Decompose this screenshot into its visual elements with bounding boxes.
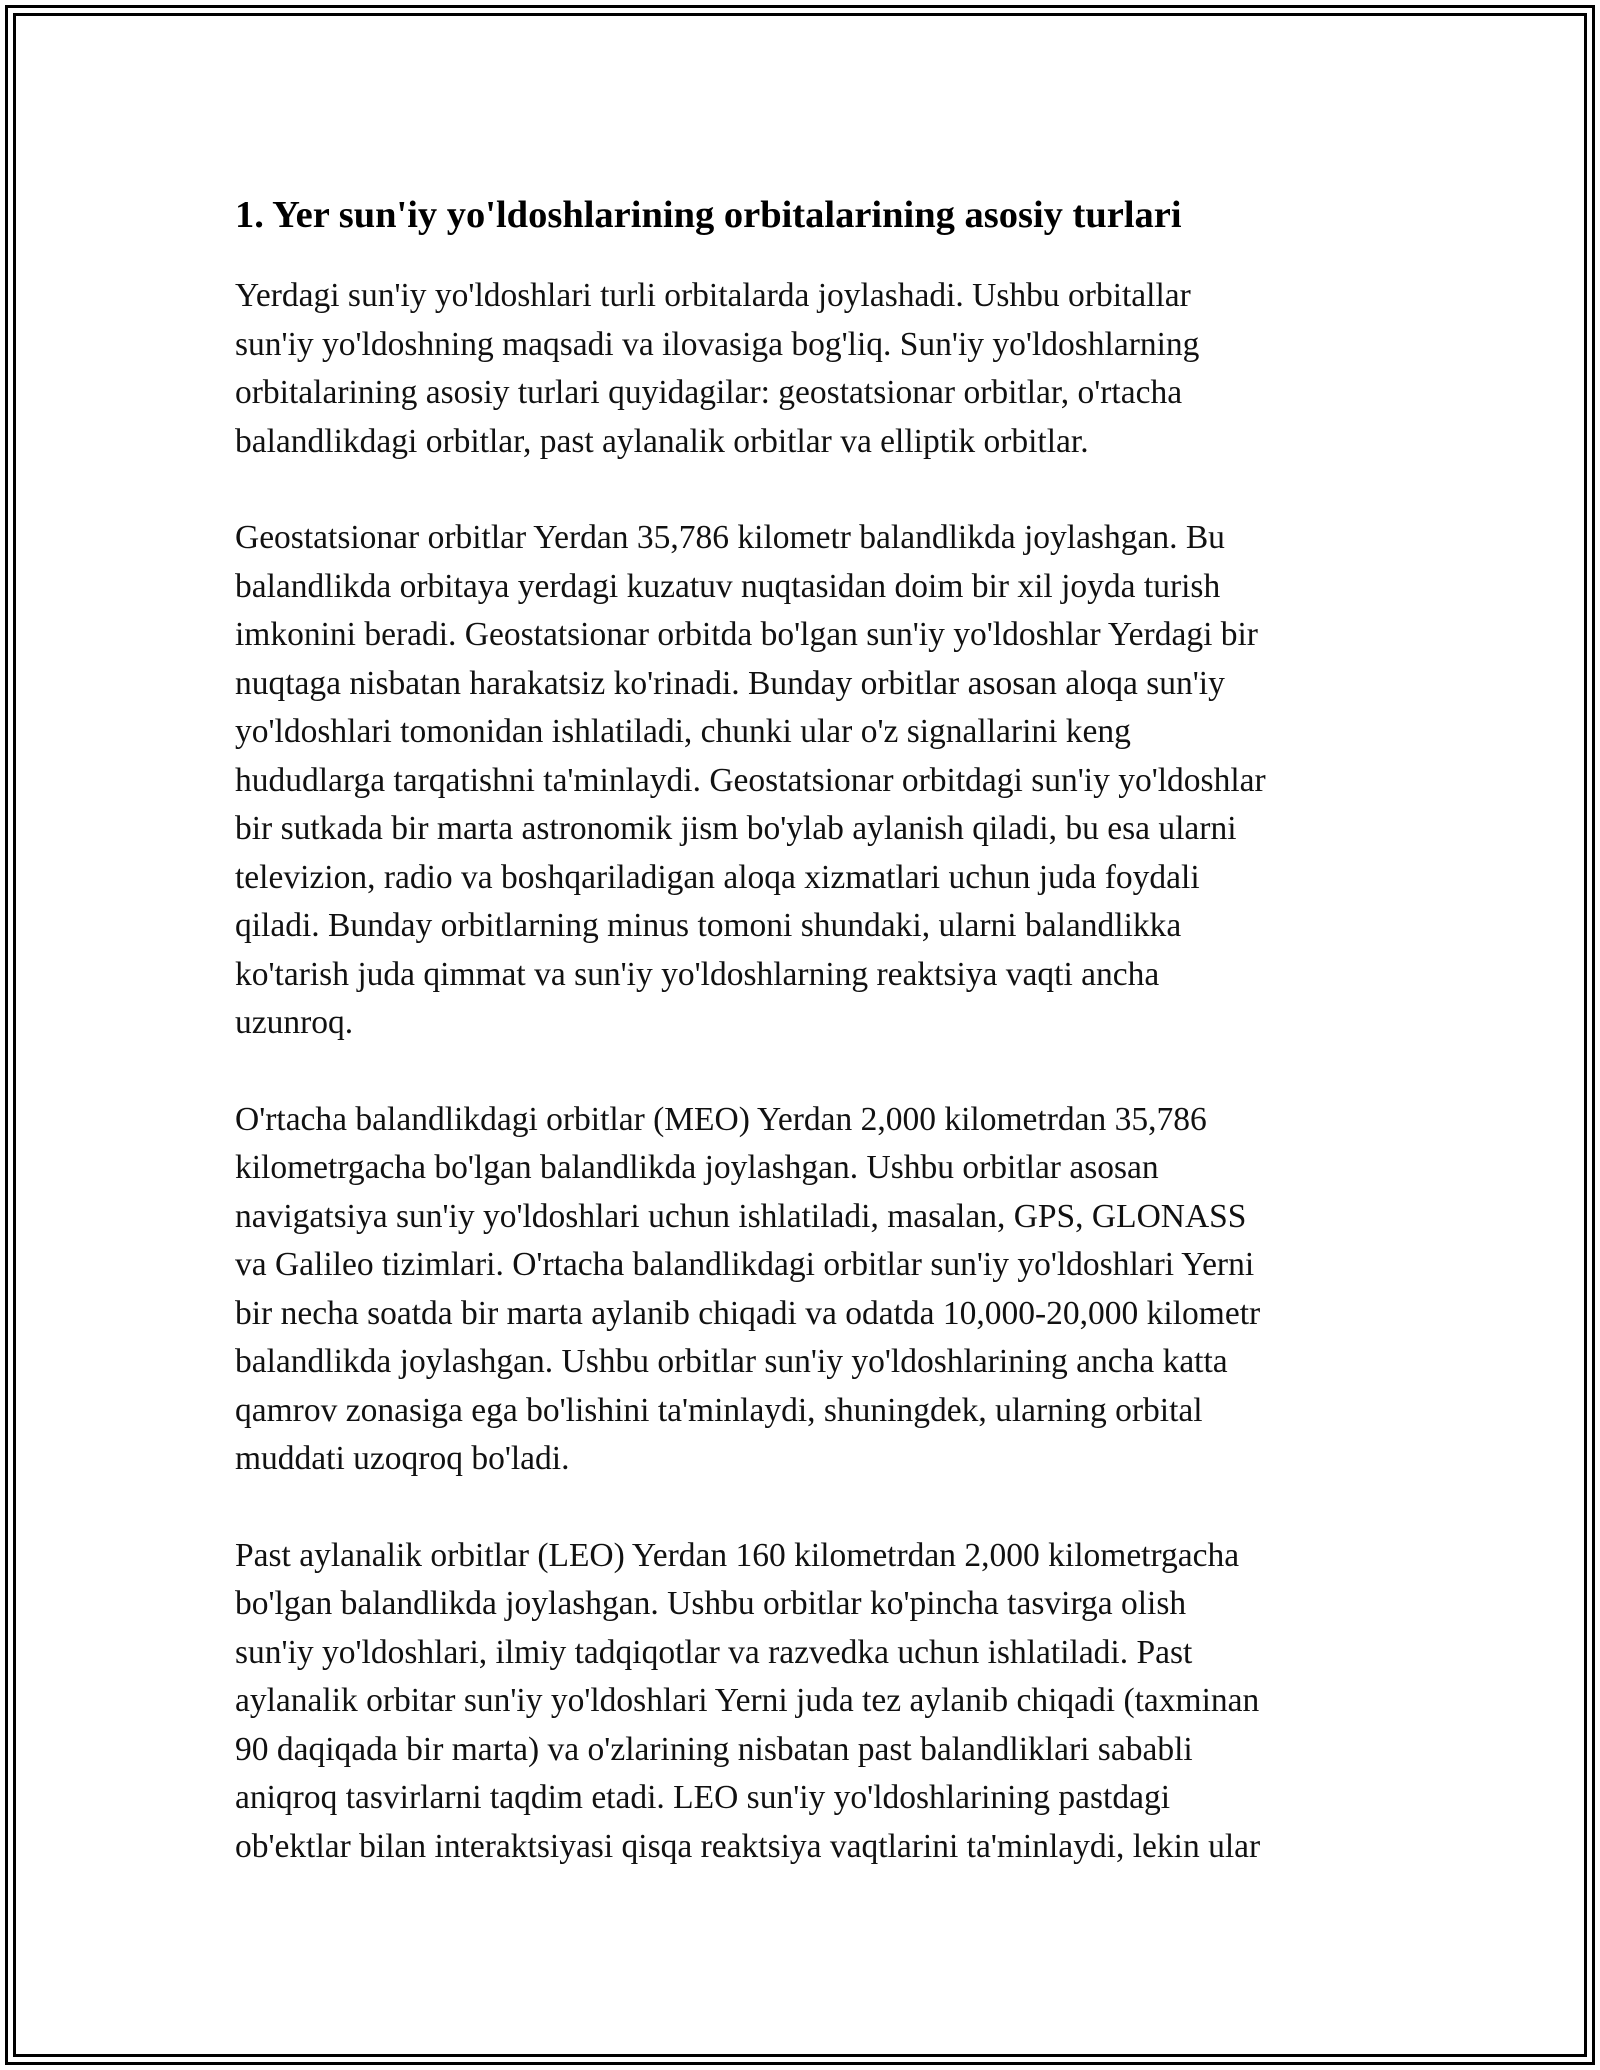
text-line: 90 daqiqada bir marta) va o'zlarining nisbatan past balandliklari sababli bbox=[235, 1730, 1193, 1768]
section-heading: 1. Yer sun'iy yo'ldoshlarining orbitalarining asosiy turlari bbox=[235, 194, 1182, 236]
text-line: Geostatsionar orbitlar Yerdan 35,786 kilometr balandlikda joylashgan. Bu bbox=[235, 519, 1225, 556]
text-line: imkonini beradi. Geostatsionar orbitda bo'lgan sun'iy yo'ldoshlar Yerdagi bir bbox=[235, 616, 1258, 653]
text-line: sun'iy yo'ldoshning maqsadi va ilovasiga bog'liq. Sun'iy yo'ldoshlarning bbox=[235, 325, 1200, 363]
text-line: bir necha soatda bir marta aylanib chiqadi va odatda 10,000-20,000 kilometr bbox=[235, 1294, 1261, 1332]
text-line: ob'ektlar bilan interaktsiyasi qisqa reaktsiya vaqtlarini ta'minlaydi, lekin ular bbox=[235, 1827, 1261, 1865]
text-line: ko'tarish juda qimmat va sun'iy yo'ldoshlarning reaktsiya vaqti ancha bbox=[235, 955, 1160, 993]
text-line: O'rtacha balandlikdagi orbitlar (MEO) Yerdan 2,000 kilometrdan 35,786 bbox=[235, 1100, 1207, 1138]
text-line: aniqroq tasvirlarni taqdim etadi. LEO sun'iy yo'ldoshlarining pastdagi bbox=[235, 1779, 1171, 1816]
paragraphs-container bbox=[235, 272, 1385, 1871]
text-line: balandlikdagi orbitlar, past aylanalik orbitlar va elliptik orbitlar. bbox=[235, 422, 1089, 460]
text-line: Past aylanalik orbitlar (LEO) Yerdan 160 kilometrdan 2,000 kilometrgacha bbox=[235, 1536, 1240, 1574]
text-line: kilometrgacha bo'lgan balandlikda joylashgan. Ushbu orbitlar asosan bbox=[235, 1149, 1159, 1186]
body-paragraph bbox=[235, 1532, 1385, 1872]
text-line: yo'ldoshlari tomonidan ishlatiladi, chunki ular o'z signallarini keng bbox=[235, 713, 1131, 750]
text-line: balandlikda orbitaya yerdagi kuzatuv nuqtasidan doim bir xil joyda turish bbox=[235, 567, 1221, 605]
body-paragraph bbox=[235, 272, 1385, 466]
text-line: televizion, radio va boshqariladigan aloqa xizmatlari uchun juda foydali bbox=[235, 858, 1200, 896]
text-line: balandlikda joylashgan. Ushbu orbitlar sun'iy yo'ldoshlarining ancha katta bbox=[235, 1343, 1228, 1380]
text-line: bir sutkada bir marta astronomik jism bo'ylab aylanish qiladi, bu esa ularni bbox=[235, 810, 1237, 847]
body-paragraph bbox=[235, 514, 1385, 1048]
text-line: qamrov zonasiga ega bo'lishini ta'minlaydi, shuningdek, ularning orbital bbox=[235, 1391, 1203, 1429]
text-line: uzunroq. bbox=[235, 1004, 354, 1041]
text-line: muddati uzoqroq bo'ladi. bbox=[235, 1440, 570, 1477]
text-line: qiladi. Bunday orbitlarning minus tomoni shundaki, ularni balandlikka bbox=[235, 907, 1182, 944]
text-line: aylanalik orbitar sun'iy yo'ldoshlari Yerni juda tez aylanib chiqadi (taxminan bbox=[235, 1682, 1260, 1719]
text-line: navigatsiya sun'iy yo'ldoshlari uchun ishlatiladi, masalan, GPS, GLONASS bbox=[235, 1197, 1247, 1235]
text-line: Yerdagi sun'iy yo'ldoshlari turli orbitalarda joylashadi. Ushbu orbitallar bbox=[235, 277, 1191, 314]
text-line: hududlarga tarqatishni ta'minlaydi. Geostatsionar orbitdagi sun'iy yo'ldoshlar bbox=[235, 761, 1266, 799]
text-line: nuqtaga nisbatan harakatsiz ko'rinadi. Bunday orbitlar asosan aloqa sun'iy bbox=[235, 664, 1225, 702]
text-line: bo'lgan balandlikda joylashgan. Ushbu orbitlar ko'pincha tasvirga olish bbox=[235, 1585, 1187, 1622]
text-line: va Galileo tizimlari. O'rtacha balandlikdagi orbitlar sun'iy yo'ldoshlari Yerni bbox=[235, 1246, 1255, 1283]
text-line: sun'iy yo'ldoshlari, ilmiy tadqiqotlar va razvedka uchun ishlatiladi. Past bbox=[235, 1633, 1193, 1671]
text-line: orbitalarining asosiy turlari quyidagilar: geostatsionar orbitlar, o'rtacha bbox=[235, 374, 1183, 411]
document-body bbox=[235, 188, 1385, 1919]
body-paragraph bbox=[235, 1096, 1385, 1484]
